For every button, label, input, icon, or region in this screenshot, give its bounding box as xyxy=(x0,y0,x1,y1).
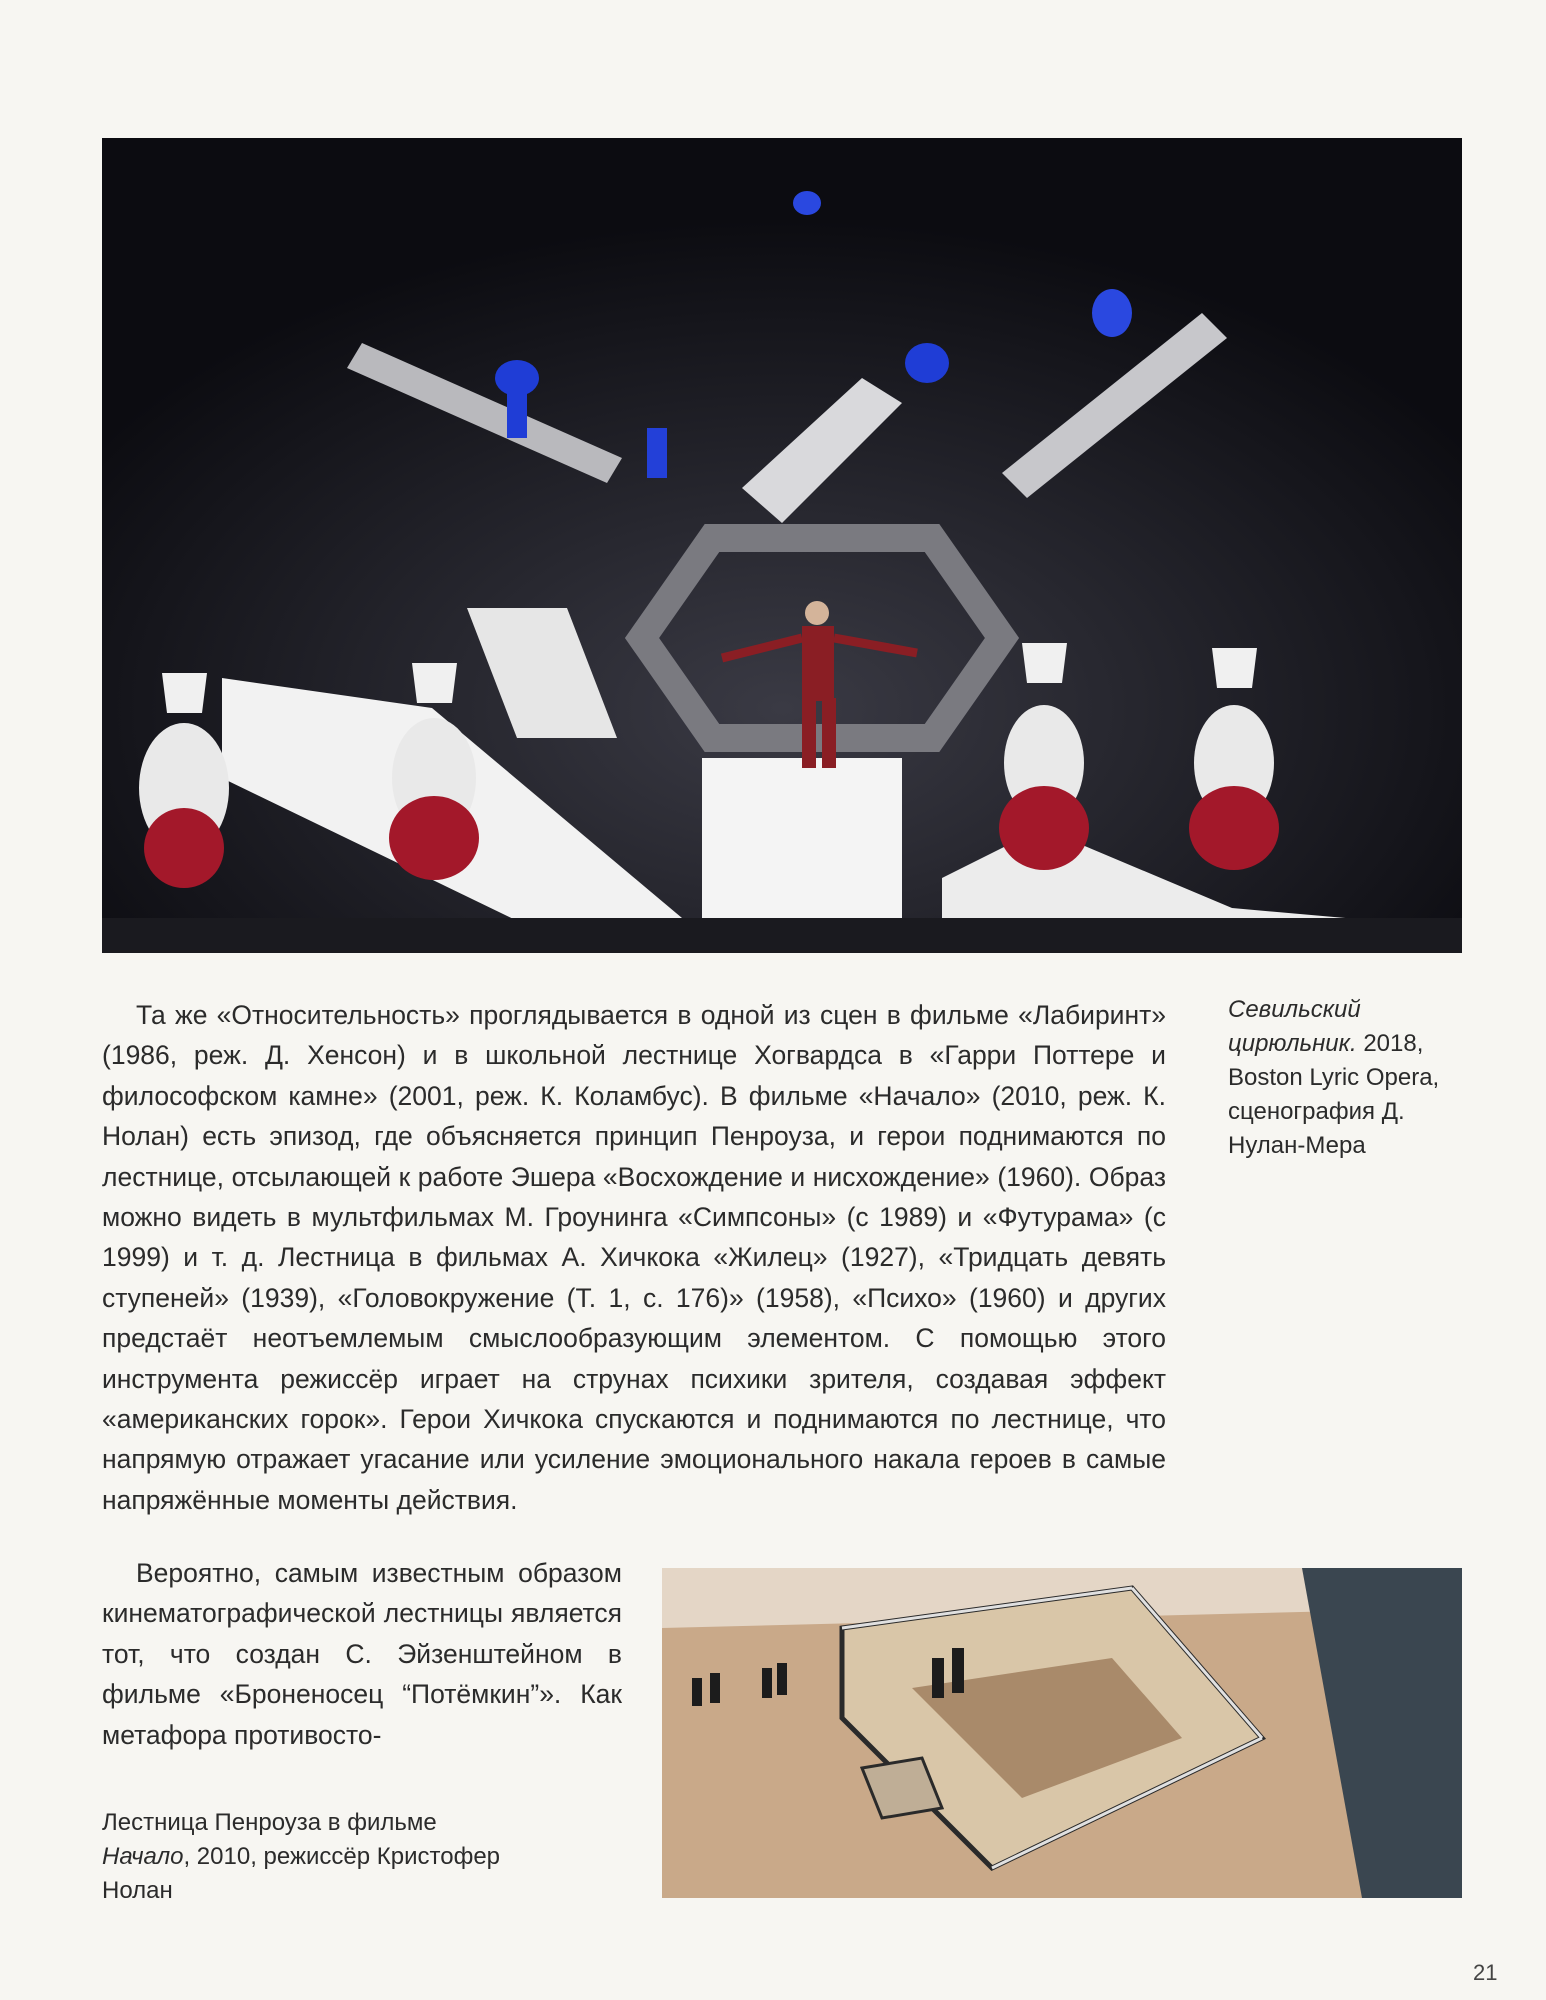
caption-penrose-film-title: Начало xyxy=(102,1843,184,1870)
body-paragraph-2: Вероятно, самым известным образом кинематографической лестницы является тот, что создан С. Эйзенштейном в фильме «Броненосец “Потёмкин”». Как метафора противосто- xyxy=(102,1558,622,1750)
caption-penrose-line1: Лестница Пенроуза в фильме xyxy=(102,1809,437,1836)
page-number: 21 xyxy=(1473,1960,1498,1985)
caption-opera-title: Севильский цирюльник. xyxy=(1228,996,1361,1057)
caption-penrose-details: , 2010, режиссёр Кристофер Нолан xyxy=(102,1843,501,1904)
body-paragraph-1: Та же «Относительность» проглядывается в одной из сцен в фильме «Лабиринт» (1986, реж. Д. Хенсон) и в школьной лестнице Хогвардса в «Гарри Поттере и философском камне» (2001, реж. К. Коламбус). В фильме «Начало» (2010, реж. К. Нолан) есть эпизод, где объясняется принцип Пенроуза, и герои поднимаются по лестнице, отсылающей к работе Эшера «Восхождение и нисхождение» (1960). Образ можно видеть в мультфильмах М. Гроунинга «Симпсоны» (с 1989) и «Футурама» (с 1999) и т. д. Лестница в фильмах А. Хичкока «Жилец» (1927), «Тридцать девять ступеней» (1939), «Головокружение (Т. 1, с. 176)» (1958), «Психо» (1960) и других предстаёт неотъемлемым смыслообразующим элементом. С помощью этого инструмента режиссёр играет на струнах психики зрителя, создавая эффект «американских горок». Герои Хичкока спускаются и поднимаются по лестнице, что напрямую отражает угасание или усиление эмоционального накала героев в самые напряжённые моменты действия. xyxy=(102,1000,1166,1515)
caption-penrose-photo xyxy=(102,1806,522,1908)
opera-stage-photo xyxy=(102,138,1462,953)
caption-opera-details: 2018, Boston Lyric Opera, сценография Д. Нулан-Мера xyxy=(1228,1030,1440,1159)
penrose-stairs-photo xyxy=(662,1568,1462,1898)
caption-opera-photo xyxy=(1228,993,1468,1163)
